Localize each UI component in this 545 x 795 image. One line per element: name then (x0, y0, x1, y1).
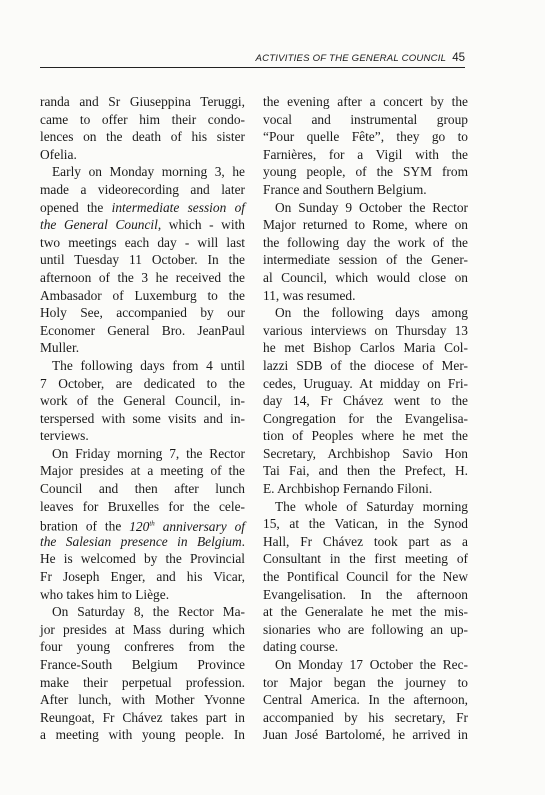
text-line: lences on the death of his sister (40, 129, 245, 145)
text-line: On Friday morning 7, the Rector (52, 445, 245, 461)
text-line: at the Generalate he met the mis- (263, 604, 468, 620)
text-line: “Pour quelle Fête”, they go to (263, 129, 468, 145)
text-line: make their perpetual profession. (40, 674, 245, 690)
text-line: Secretary, Archbishop Savio Hon (263, 445, 468, 461)
text-line: the evening after a concert by the (263, 94, 468, 109)
text-line: Hall, Fr Chávez took part as a (263, 533, 468, 549)
text-line: day 14, Fr Chávez went to the (263, 393, 468, 409)
text-line: 15, at the Vatican, in the Synod (263, 516, 468, 532)
text-line: intermediate session of the Gener- (263, 252, 468, 268)
text-line: On Sunday 9 October the Rector (275, 199, 468, 215)
text-line: the General Council, which - with (40, 217, 245, 233)
text-line: made a videorecording and later (40, 181, 245, 197)
text-line: France and Southern Belgium. (263, 181, 427, 197)
text-line: Council and then after lunch (40, 481, 245, 497)
text-line: work of the General Council, in- (40, 393, 245, 409)
text-line: the Pontifical Council for the New (263, 569, 468, 585)
text-line: 11, was resumed. (263, 287, 356, 303)
text-line: al Council, which would close on (263, 269, 468, 285)
text-line: On Saturday 8, the Rector Ma- (52, 604, 245, 620)
text-line: tion of Peoples where he met the (263, 428, 468, 444)
running-title: ACTIVITIES OF THE GENERAL COUNCIL (255, 53, 447, 64)
right-column (263, 93, 468, 744)
text-line: tor Major began the journey to (263, 674, 468, 690)
text-line: Ofelia. (40, 146, 77, 162)
text-line: randa and Sr Giuseppina Teruggi, (40, 94, 245, 109)
text-line: he met Bishop Carlos Maria Col- (263, 340, 468, 356)
left-column (40, 93, 245, 744)
text-line: two meetings each day - will last (40, 234, 245, 250)
text-line: vocal and instrumental group (263, 111, 468, 127)
text-line: Central America. In the afternoon, (263, 692, 468, 708)
text-line: 7 October, are dedicated to the (40, 375, 245, 391)
text-line: Farnières, for a Vigil with the (263, 146, 468, 162)
text-line: Congregation for the Evangelisa- (263, 410, 468, 426)
text-line: Early on Monday morning 3, he (52, 164, 245, 180)
text-line: Juan José Bartolomé, he arrived in (263, 727, 468, 743)
text-line: terviews. (40, 428, 89, 444)
text-line: various interviews on Thursday 13 (263, 322, 468, 338)
text-line: came to offer him their condo- (40, 111, 245, 127)
text-line: Ambasador of Luxemburg to the (40, 287, 245, 303)
text-line: young people, of the SYM from (263, 164, 468, 180)
text-line: jor presides at Mass during which (40, 621, 245, 637)
text-line: The following days from 4 until (52, 357, 245, 373)
text-line: Evangelisation. In the afternoon (263, 586, 468, 602)
text-line: France-South Belgium Province (40, 657, 245, 672)
text-line: He is welcomed by the Provincial (40, 551, 245, 567)
text-line: Reungoat, Fr Chávez takes part in (40, 709, 245, 725)
text-line: leaves for Bruxelles for the cele- (40, 498, 245, 514)
text-line: Fr Joseph Enger, and his Vicar, (40, 569, 245, 585)
text-line: dating course. (263, 639, 339, 655)
text-line: On the following days among (275, 305, 468, 321)
text-line: the Salesian presence in Belgium. (40, 533, 245, 549)
text-line: who takes him to Liège. (40, 586, 170, 602)
text-line: lazzi SDB of the diocese of Mer- (263, 357, 468, 373)
text-line: E. Archbishop Fernando Filoni. (263, 481, 433, 497)
page-number: 45 (452, 52, 465, 64)
text-line: Consultant in the first meeting of (263, 551, 468, 567)
text-line: Major presides at a meeting of the (40, 463, 245, 479)
text-line: Muller. (40, 340, 80, 356)
text-line: After lunch, with Mother Yvonne (40, 692, 245, 708)
text-line: The whole of Saturday morning (275, 498, 468, 514)
header-rule (40, 67, 465, 68)
text-line: afternoon of the 3 he received the (40, 269, 245, 285)
text-line: sionaries who are following an up- (263, 621, 468, 637)
text-line: On Monday 17 October the Rec- (275, 657, 468, 672)
text-line: Major returned to Rome, where on (263, 217, 468, 233)
text-line: Tai Fai, and then the Prefect, H. (263, 463, 468, 479)
text-line: cedes, Uruguay. At midday on Fri- (263, 375, 468, 391)
text-line: accompanied by his secretary, Fr (263, 709, 468, 725)
text-line: a meeting with young people. In (40, 727, 245, 743)
text-line: four young confreres from the (40, 639, 245, 655)
text-line: the following day the work of the (263, 234, 468, 250)
text-line: Holy See, accompanied by our (40, 305, 245, 321)
text-line: until Tuesday 11 October. In the (40, 252, 245, 268)
text-line: bration of the 120th anniversary of (40, 518, 245, 534)
text-line: terspersed with some visits and in- (40, 410, 245, 426)
running-header (40, 52, 465, 64)
text-line: Economer General Bro. JeanPaul (40, 322, 245, 338)
text-line: opened the intermediate session of (40, 199, 245, 215)
